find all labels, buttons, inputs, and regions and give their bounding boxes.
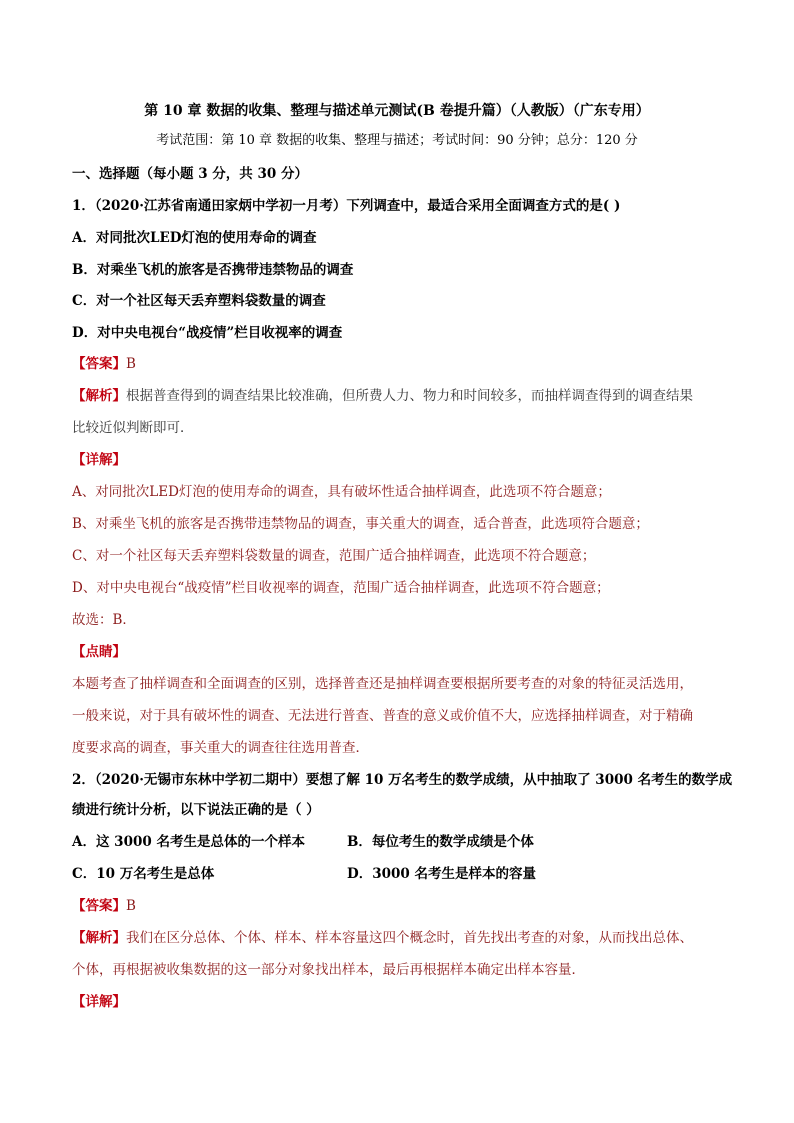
question-1-choice: 故选：B． [72,612,136,628]
question-1-option-b: B．对乘坐飞机的旅客是否携带违禁物品的调查 [72,262,354,278]
answer-tag: 【答案】 [72,898,126,914]
question-1-detail-c: C、对一个社区每天丢弃塑料袋数量的调查，范围广适合抽样调查，此选项不符合题意； [72,548,596,564]
question-2-detail-tag: 【详解】 [72,994,126,1010]
analysis-text: 根据普查得到的调查结果比较准确，但所费人力、物力和时间较多，而抽样调查得到的调查结果 [126,388,693,404]
question-2-analysis [72,928,693,948]
answer-value: B [126,898,136,914]
question-1-option-d: D．对中央电视台“战疫情”栏目收视率的调查 [72,325,343,341]
question-1-point-tag: 【点睛】 [72,644,126,660]
analysis-tag: 【解析】 [72,388,126,404]
analysis-tag: 【解析】 [72,930,126,946]
question-1-stem: 1．（2020·江苏省南通田家炳中学初一月考）下列调查中，最适合采用全面调查方式的是( ) [72,198,621,214]
question-2-answer [72,896,136,916]
section-heading: 一、选择题（每小题 3 分，共 30 分） [72,166,308,182]
question-1-answer [72,354,136,374]
question-2-stem-cont: 绩进行统计分析，以下说法正确的是（ ） [72,802,320,818]
question-2-option-d: D．3000 名考生是样本的容量 [347,866,536,882]
question-1-point-1: 本题考查了抽样调查和全面调查的区别，选择普查还是抽样调查要根据所要考查的对象的特征灵活选用， [72,676,693,692]
question-1-analysis-cont: 比较近似判断即可． [72,420,194,436]
answer-tag: 【答案】 [72,356,126,372]
question-2-option-a: A．这 3000 名考生是总体的一个样本 [72,834,305,850]
question-1-option-a: A．对同批次LED灯泡的使用寿命的调查 [72,230,317,246]
question-2-analysis-cont: 个体，再根据被收集数据的这一部分对象找出样本，最后再根据样本确定出样本容量． [72,962,585,978]
analysis-text: 我们在区分总体、个体、样本、样本容量这四个概念时，首先找出考查的对象，从而找出总体、 [126,930,693,946]
page-title: 第 10 章 数据的收集、整理与描述单元测试(B 卷提升篇）（人教版）（广东专用） [144,103,650,119]
question-1-point-2: 一般来说，对于具有破坏性的调查、无法进行普查、普查的意义或价值不大，应选择抽样调查，对于精确 [72,708,693,724]
question-1-point-3: 度要求高的调查，事关重大的调查往往选用普查． [72,740,369,756]
question-1-option-c: C．对一个社区每天丢弃塑料袋数量的调查 [72,293,326,309]
question-1-detail-d: D、对中央电视台“战疫情”栏目收视率的调查，范围广适合抽样调查，此选项不符合题意； [72,580,610,596]
question-1-detail-tag: 【详解】 [72,452,126,468]
question-1-analysis [72,386,693,406]
question-2-option-c: C．10 万名考生是总体 [72,866,215,882]
question-2-option-b: B．每位考生的数学成绩是个体 [347,834,534,850]
question-1-detail-a: A、对同批次LED灯泡的使用寿命的调查，具有破坏性适合抽样调查，此选项不符合题意； [72,484,611,500]
answer-value: B [126,356,136,372]
question-1-detail-b: B、对乘坐飞机的旅客是否携带违禁物品的调查，事关重大的调查，适合普查，此选项符合题意； [72,516,649,532]
exam-info: 考试范围：第 10 章 数据的收集、整理与描述；考试时间：90 分钟；总分：120 分 [156,133,638,148]
question-2-stem: 2．（2020·无锡市东林中学初二期中）要想了解 10 万名考生的数学成绩，从中抽取了 3000 名考生的数学成 [72,772,733,788]
